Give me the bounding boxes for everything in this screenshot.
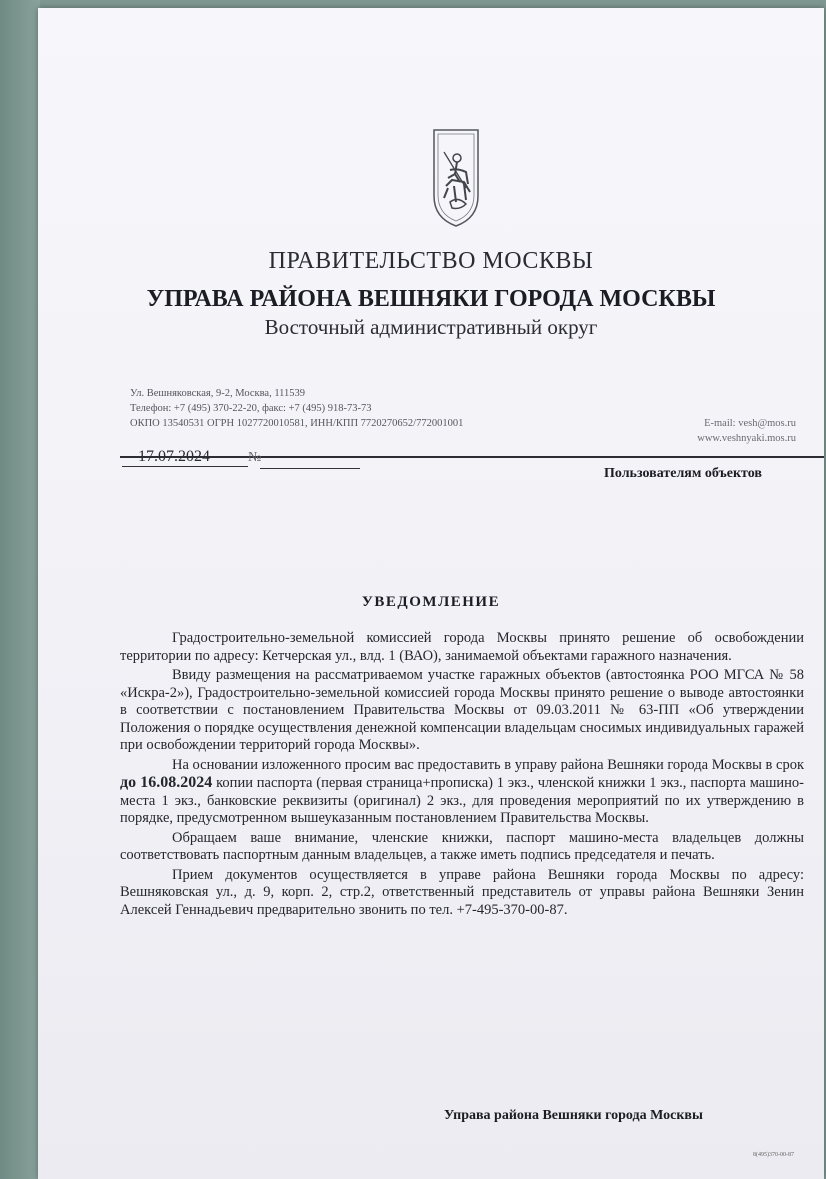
notice-paragraph-1: Градостроительно-земельной комиссией города Москвы принято решение об освобождении территории по адресу: Кетчерская ул., влд. 1 (ВАО), занимаемой объектами гаражного назначения. [120, 630, 804, 664]
requisites-left [130, 386, 463, 431]
requisites-codes: ОКПО 13540531 ОГРН 1027720010581, ИНН/КПП 7720270652/772001001 [130, 418, 464, 429]
government-heading: ПРАВИТЕЛЬСТВО МОСКВЫ [268, 248, 594, 274]
requisites-address: Ул. Вешняковская, 9-2, Москва, 111539 [130, 388, 306, 399]
footnote: 8(495)370-00-87 [753, 1152, 794, 1158]
uprava-heading: УПРАВА РАЙОНА ВЕШНЯКИ ГОРОДА МОСКВЫ [146, 286, 716, 312]
signature: Управа района Вешняки города Москвы [444, 1108, 703, 1123]
okrug-heading: Восточный административный округ [264, 315, 598, 339]
moscow-coat-of-arms-icon [430, 126, 482, 230]
notice-body [120, 630, 804, 921]
requisites-phone: Телефон: +7 (495) 370-22-20, факс: +7 (495) 918-73-73 [130, 403, 372, 414]
notice-title: УВЕДОМЛЕНИЕ [361, 594, 501, 610]
notice-paragraph-5: Прием документов осуществляется в управе района Вешняки города Москвы по адресу: Вешняковская ул., д. 9, корп. 2, стр.2, ответственный представитель от управы района Вешняки Зенин Алексей Геннадьевич предварительно звонить по тел. +7-495-370-00-87. [120, 866, 804, 918]
requisites-email: E-mail: vesh@mos.ru [704, 418, 796, 429]
requisites-website: www.veshnyaki.mos.ru [697, 433, 796, 444]
notice-paragraph-4: Обращаем ваше внимание, членские книжки, паспорт машино-места владельцев должны соответствовать паспортным данным владельцев, а также иметь подпись председателя и печать. [120, 829, 804, 863]
notice-paragraph-3 [120, 757, 804, 828]
document-date: 17.07.2024 [122, 448, 248, 467]
document-number-line [260, 468, 360, 469]
document-sheet [38, 8, 824, 1179]
background-wall [0, 0, 40, 1179]
requisites-right [697, 416, 796, 446]
deadline-date: до 16.08.2024 [120, 774, 213, 791]
addressee: Пользователям объектов [604, 466, 762, 481]
notice-paragraph-2: Ввиду размещения на рассматриваемом участке гаражных объектов (автостоянка РОО МГСА № 58 «Искра-2»), Градостроительно-земельной комиссией города Москвы принято решение о выводе автостоянки в соответствии с постановлением Правительства Москвы от 09.03.2011 № 63-ПП «Об утверждении Положения о порядке осуществления денежной компенсации владельцам сносимых индивидуальных гаражей при освобождении территорий города Москвы». [120, 667, 804, 753]
document-number-sign: № [248, 450, 262, 465]
notice-paragraph-3-end: копии паспорта (первая страница+прописка) 1 экз., членской книжки 1 экз., паспорта машино-места 1 экз., банковские реквизиты (оригинал) 2 экз., для проведения мероприятий по их утверждению в порядке, предусмотренном вышеуказанным постановлением Правительства Москвы. [120, 775, 804, 826]
notice-paragraph-3-start: На основании изложенного просим вас предоставить в управу района Вешняки города Москвы в срок [172, 756, 804, 773]
